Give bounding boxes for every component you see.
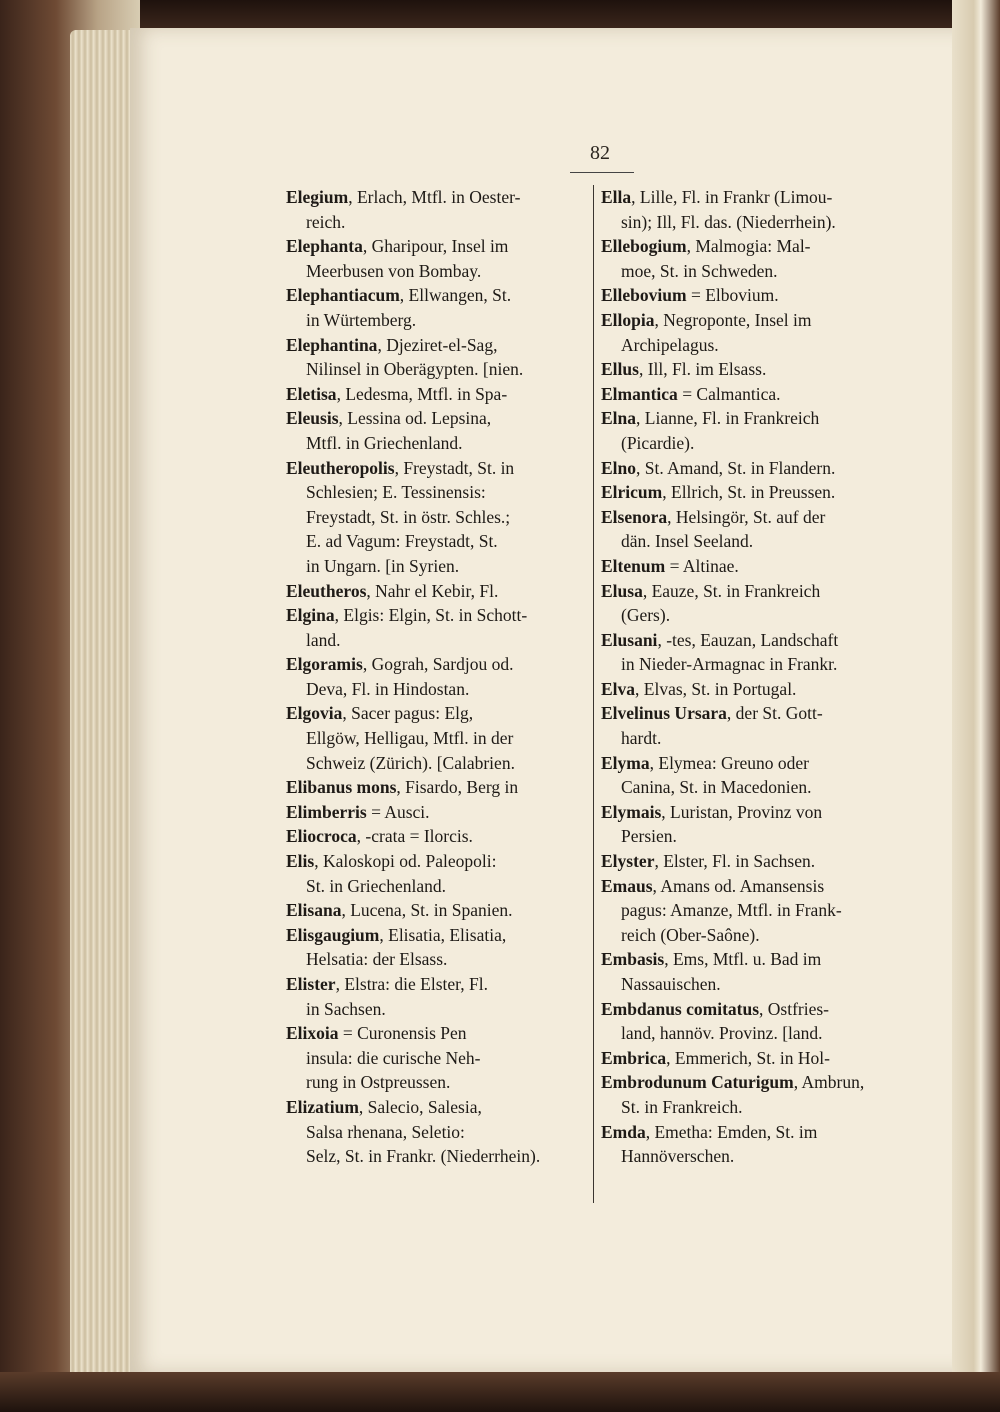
entry-headword: Elricum <box>601 482 663 503</box>
entry-continuation-line: Persien. <box>621 826 677 847</box>
entry-continuation-line: reich. <box>306 211 346 232</box>
entry-first-line: Elgoramis, Gograh, Sardjou od. <box>286 654 514 675</box>
entry-first-line: Elricum, Ellrich, St. in Preussen. <box>601 482 836 503</box>
entry-continuation-line: Hannöverschen. <box>621 1146 735 1167</box>
dictionary-entry <box>601 579 907 628</box>
dictionary-entry <box>286 972 588 1021</box>
entry-first-line: Ellebogium, Malmogia: Mal- <box>601 236 811 257</box>
entry-continuation-line: Meerbusen von Bombay. <box>306 260 482 281</box>
entry-first-line: Eliocroca, -crata = Ilorcis. <box>286 826 473 847</box>
dictionary-entry <box>601 185 907 234</box>
entry-first-line: Elister, Elstra: die Elster, Fl. <box>286 974 488 994</box>
entry-headword: Embasis <box>601 949 665 970</box>
entry-continuation-line: St. in Griechenland. <box>306 875 446 896</box>
entry-first-line: Elibanus mons, Fisardo, Berg in <box>286 777 519 798</box>
entry-headword: Elephanta <box>286 236 363 257</box>
entry-headword: Elno <box>601 457 637 478</box>
entry-continuation-line: Ellgöw, Helligau, Mtfl. in der <box>306 728 514 749</box>
dictionary-entry <box>286 775 588 800</box>
entry-headword: Embrodunum Caturigum <box>601 1072 794 1093</box>
entry-headword: Eleutheros <box>286 580 367 601</box>
entry-headword: Elibanus mons <box>286 777 397 798</box>
entry-headword: Elna <box>601 408 637 429</box>
dictionary-entry <box>286 800 588 825</box>
dictionary-entry <box>601 947 907 996</box>
entry-continuation-line: in Nieder-Armagnac in Frankr. <box>621 654 838 675</box>
entry-headword: Elvelinus Ursara <box>601 703 727 724</box>
entry-first-line: Eletisa, Ledesma, Mtfl. in Spa- <box>286 383 508 404</box>
entry-continuation-line: Selz, St. in Frankr. (Niederrhein). <box>306 1146 541 1167</box>
entry-headword: Ella <box>601 187 632 207</box>
entry-first-line: Elyma, Elymea: Greuno oder <box>601 752 810 773</box>
entry-continuation-line: reich (Ober-Saône). <box>621 924 760 945</box>
dictionary-entry <box>601 308 907 357</box>
entry-headword: Elusa <box>601 580 643 601</box>
entry-first-line: Elephantiacum, Ellwangen, St. <box>286 285 512 306</box>
dictionary-entry <box>286 1021 588 1095</box>
entry-headword: Ellopia <box>601 309 655 330</box>
dictionary-entry <box>601 751 907 800</box>
entry-headword: Eleutheropolis <box>286 457 395 478</box>
entry-first-line: Elvelinus Ursara, der St. Gott- <box>601 703 823 724</box>
entry-first-line: Elna, Lianne, Fl. in Frankreich <box>601 408 820 429</box>
entry-first-line: Ellopia, Negroponte, Insel im <box>601 309 812 330</box>
entry-continuation-line: sin); Ill, Fl. das. (Niederrhein). <box>621 211 836 232</box>
entry-headword: Elegium <box>286 187 349 207</box>
entry-headword: Elymais <box>601 801 662 822</box>
entry-headword: Elgina <box>286 605 335 626</box>
entry-continuation-line: land. <box>306 629 341 650</box>
entry-continuation-line: Canina, St. in Macedonien. <box>621 777 812 798</box>
book-bottom-edge <box>0 1372 1000 1412</box>
entry-headword: Elizatium <box>286 1096 359 1117</box>
entry-headword: Elimberris <box>286 801 367 822</box>
entry-first-line: Eleutheros, Nahr el Kebir, Fl. <box>286 580 499 601</box>
entry-first-line: Elmantica = Calmantica. <box>601 383 781 404</box>
entry-headword: Eltenum <box>601 555 666 576</box>
dictionary-entry <box>601 849 907 874</box>
entry-first-line: Elizatium, Salecio, Salesia, <box>286 1096 482 1117</box>
entry-headword: Emda <box>601 1121 646 1142</box>
dictionary-entry <box>286 283 588 332</box>
left-column <box>286 185 588 1169</box>
dictionary-entry <box>601 480 907 505</box>
entry-headword: Elister <box>286 974 336 994</box>
entry-continuation-line: insula: die curische Neh- <box>306 1047 481 1068</box>
entry-first-line: Eleutheropolis, Freystadt, St. in <box>286 457 515 478</box>
entry-first-line: Emaus, Amans od. Amansensis <box>601 875 825 896</box>
entry-continuation-line: (Gers). <box>621 605 671 626</box>
entry-continuation-line: in Sachsen. <box>306 998 386 1019</box>
entry-first-line: Elymais, Luristan, Provinz von <box>601 801 823 822</box>
dictionary-entry <box>601 1046 907 1071</box>
entry-headword: Embdanus comitatus <box>601 998 760 1019</box>
entry-first-line: Embrica, Emmerich, St. in Hol- <box>601 1047 830 1068</box>
entry-headword: Elephantiacum <box>286 285 400 306</box>
book-right-edge <box>952 0 1000 1412</box>
entry-headword: Elgoramis <box>286 654 363 675</box>
entry-headword: Elsenora <box>601 506 668 527</box>
dictionary-entry <box>286 923 588 972</box>
entry-continuation-line: (Picardie). <box>621 432 695 453</box>
entry-first-line: Emda, Emetha: Emden, St. im <box>601 1121 818 1142</box>
entry-first-line: Ellus, Ill, Fl. im Elsass. <box>601 359 767 380</box>
dictionary-entry <box>286 185 588 234</box>
entry-headword: Ellebogium <box>601 236 687 257</box>
entry-first-line: Embrodunum Caturigum, Ambrun, <box>601 1072 865 1093</box>
entry-continuation-line: moe, St. in Schweden. <box>621 260 778 281</box>
dictionary-entry <box>286 406 588 455</box>
dictionary-entry <box>286 603 588 652</box>
dictionary-entry <box>286 1095 588 1169</box>
entry-headword: Elyma <box>601 752 650 773</box>
dictionary-entry <box>601 874 907 948</box>
entry-continuation-line: Archipelagus. <box>621 334 719 355</box>
entry-first-line: Elisana, Lucena, St. in Spanien. <box>286 900 513 921</box>
entry-first-line: Elimberris = Ausci. <box>286 801 430 822</box>
entry-continuation-line: Nassauischen. <box>621 974 721 994</box>
entry-continuation-line: dän. Insel Seeland. <box>621 531 754 552</box>
entry-first-line: Elegium, Erlach, Mtfl. in Oester- <box>286 187 521 207</box>
entry-first-line: Elephantina, Djeziret-el-Sag, <box>286 334 498 355</box>
dictionary-entry <box>601 406 907 455</box>
entry-headword: Elmantica <box>601 383 678 404</box>
dictionary-entry <box>286 333 588 382</box>
entry-first-line: Elis, Kaloskopi od. Paleopoli: <box>286 851 497 872</box>
entry-headword: Elis <box>286 851 315 872</box>
entry-first-line: Elusa, Eauze, St. in Frankreich <box>601 580 821 601</box>
entry-headword: Elyster <box>601 851 655 872</box>
entry-headword: Eleusis <box>286 408 339 429</box>
entry-first-line: Embasis, Ems, Mtfl. u. Bad im <box>601 949 822 970</box>
entry-headword: Elixoia <box>286 1023 339 1044</box>
dictionary-entry <box>601 357 907 382</box>
entry-continuation-line: Mtfl. in Griechenland. <box>306 432 463 453</box>
entry-headword: Ellebovium <box>601 285 687 306</box>
entry-continuation-line: Deva, Fl. in Hindostan. <box>306 678 470 699</box>
dictionary-entry <box>601 554 907 579</box>
entry-headword: Elgovia <box>286 703 343 724</box>
entry-first-line: Elgovia, Sacer pagus: Elg, <box>286 703 474 724</box>
entry-continuation-line: Freystadt, St. in östr. Schles.; <box>306 506 511 527</box>
entry-headword: Ellus <box>601 359 639 380</box>
dictionary-entry <box>286 234 588 283</box>
dictionary-entry <box>601 283 907 308</box>
entry-continuation-line: in Ungarn. [in Syrien. <box>306 555 460 576</box>
entry-headword: Emaus <box>601 875 653 896</box>
dictionary-entry <box>286 456 588 579</box>
entry-headword: Elva <box>601 678 636 699</box>
dictionary-entry <box>286 849 588 898</box>
column-divider <box>593 185 594 1203</box>
entry-continuation-line: E. ad Vagum: Freystadt, St. <box>306 531 498 552</box>
dictionary-entry <box>601 234 907 283</box>
entry-first-line: Elsenora, Helsingör, St. auf der <box>601 506 826 527</box>
right-column <box>601 185 907 1169</box>
entry-first-line: Elixoia = Curonensis Pen <box>286 1023 467 1044</box>
dictionary-entry <box>601 1120 907 1169</box>
dictionary-entry <box>601 628 907 677</box>
entry-headword: Eletisa <box>286 383 337 404</box>
entry-headword: Elusani <box>601 629 658 650</box>
entry-headword: Eliocroca <box>286 826 357 847</box>
entry-first-line: Elno, St. Amand, St. in Flandern. <box>601 457 836 478</box>
entry-headword: Elephantina <box>286 334 378 355</box>
entry-continuation-line: Schlesien; E. Tessinensis: <box>306 482 486 503</box>
dictionary-entry <box>286 898 588 923</box>
entry-first-line: Elephanta, Gharipour, Insel im <box>286 236 509 257</box>
entry-continuation-line: rung in Ostpreussen. <box>306 1072 451 1093</box>
dictionary-entry <box>601 1070 907 1119</box>
entry-first-line: Eltenum = Altinae. <box>601 555 739 576</box>
dictionary-entry <box>286 382 588 407</box>
page-number: 82 <box>590 142 610 164</box>
dictionary-entry <box>286 579 588 604</box>
entry-first-line: Eleusis, Lessina od. Lepsina, <box>286 408 492 429</box>
entry-continuation-line: Helsatia: der Elsass. <box>306 949 448 970</box>
header-rule <box>570 172 634 173</box>
entry-first-line: Elgina, Elgis: Elgin, St. in Schott- <box>286 605 528 626</box>
entry-first-line: Elusani, -tes, Eauzan, Landschaft <box>601 629 839 650</box>
dictionary-entry <box>601 382 907 407</box>
dictionary-entry <box>601 800 907 849</box>
dictionary-entry <box>601 997 907 1046</box>
dictionary-entry <box>601 677 907 702</box>
entry-first-line: Elisgaugium, Elisatia, Elisatia, <box>286 924 507 945</box>
dictionary-entry <box>286 824 588 849</box>
dictionary-entry <box>601 505 907 554</box>
entry-continuation-line: hardt. <box>621 728 662 749</box>
entry-continuation-line: land, hannöv. Provinz. [land. <box>621 1023 823 1044</box>
dictionary-entry <box>601 701 907 750</box>
entry-first-line: Embdanus comitatus, Ostfries- <box>601 998 830 1019</box>
entry-continuation-line: St. in Frankreich. <box>621 1096 743 1117</box>
entry-continuation-line: pagus: Amanze, Mtfl. in Frank- <box>621 900 842 921</box>
entry-headword: Embrica <box>601 1047 667 1068</box>
entry-headword: Elisana <box>286 900 342 921</box>
dictionary-entry <box>601 456 907 481</box>
entry-first-line: Ellebovium = Elbovium. <box>601 285 779 306</box>
entry-headword: Elisgaugium <box>286 924 380 945</box>
entry-first-line: Ella, Lille, Fl. in Frankr (Limou- <box>601 187 833 207</box>
entry-continuation-line: Salsa rhenana, Seletio: <box>306 1121 465 1142</box>
entry-first-line: Elyster, Elster, Fl. in Sachsen. <box>601 851 816 872</box>
book-top-edge <box>0 0 1000 30</box>
entry-first-line: Elva, Elvas, St. in Portugal. <box>601 678 797 699</box>
entry-continuation-line: in Würtemberg. <box>306 309 417 330</box>
entry-continuation-line: Nilinsel in Oberägypten. [nien. <box>306 359 524 380</box>
dictionary-entry <box>286 652 588 701</box>
entry-continuation-line: Schweiz (Zürich). [Calabrien. <box>306 752 515 773</box>
dictionary-entry <box>286 701 588 775</box>
